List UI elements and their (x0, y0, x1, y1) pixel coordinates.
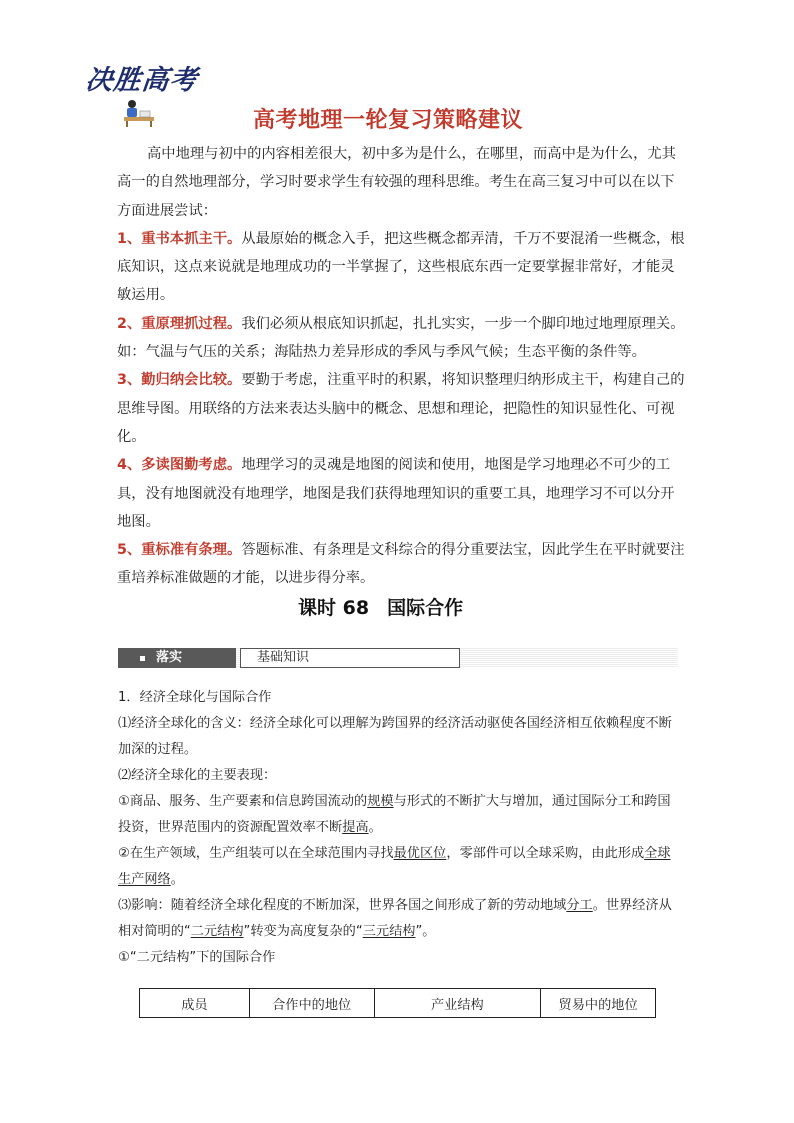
content-body (118, 685, 682, 971)
table-header-row (140, 989, 656, 1018)
student-reading-icon (122, 98, 162, 128)
section-label: 基础知识 (240, 648, 460, 668)
strategy-point-5 (117, 536, 685, 593)
blank-answer: 三元结构 (362, 924, 416, 939)
content-impact: ⑶影响：随着经济全球化程度的不断加深，世界各国之间形成了新的劳动地域分工。世界经济从相对简明的“二元结构”转变为高度复杂的“三元结构”。 (118, 898, 672, 939)
content-manifestation-2: ②在生产领域，生产组装可以在全球范围内寻找最优区位，零部件可以全球采购，由此形成全球生产网络。 (118, 846, 671, 887)
strategy-point-1 (117, 225, 685, 310)
table-header-cell: 合作中的地位 (249, 989, 374, 1018)
strategy-point-2-head: 2、重原理抓过程。 (117, 315, 242, 332)
content-heading: 1．经济全球化与国际合作 (118, 690, 272, 705)
lesson-number: 课时 68 (298, 597, 370, 619)
blank-answer: 分工 (566, 898, 593, 913)
square-bullet-icon (140, 656, 145, 661)
table-header-cell: 产业结构 (374, 989, 541, 1018)
content-manifestations-heading: ⑵经济全球化的主要表现： (118, 768, 277, 783)
table-header-cell: 贸易中的地位 (541, 989, 656, 1018)
strategy-point-5-head: 5、重标准有条理。 (117, 542, 242, 559)
content-manifestation-1: ①商品、服务、生产要素和信息跨国流动的规模与形式的不断扩大与增加，通过国际分工和跨国投资，世界范围内的资源配置效率不断提高。 (118, 794, 671, 835)
strategy-point-3-head: 3、勤归纳会比较。 (117, 372, 242, 389)
blank-answer: 全球生产网络 (118, 846, 671, 887)
section-bar (118, 648, 678, 668)
cooperation-table (139, 988, 656, 1018)
page-title: 高考地理一轮复习策略建议 (253, 108, 524, 133)
logo (86, 58, 212, 130)
strategy-point-4 (117, 451, 685, 536)
strategy-point-4-text: 地理学习的灵魂是地图的阅读和使用，地图是学习地理必不可少的工具，没有地图就没有地理学，地图是我们获得地理知识的重要工具，地理学习不可以分开地图。 (117, 457, 675, 530)
blank-answer: 提高 (342, 820, 369, 835)
blank-answer: 规模 (367, 794, 394, 809)
blank-answer: 二元结构 (190, 924, 244, 939)
lesson-title (298, 593, 463, 620)
strategy-point-4-head: 4、多读图勤考虑。 (117, 457, 242, 474)
strategy-point-2-text: 我们必须从根底知识抓起，扎扎实实，一步一个脚印地过地理原理关。如：气温与气压的关系；海陆热力差异形成的季风与季风气候；生态平衡的条件等。 (117, 315, 685, 361)
lesson-name: 国际合作 (387, 597, 464, 619)
strategy-point-1-text: 从最原始的概念入手，把这些概念都弄清，千万不要混淆一些概念，根底知识，这点来说就是地理成功的一半掌握了，这些根底东西一定要掌握非常好，才能灵敏运用。 (117, 230, 685, 304)
blank-answer: 最优区位 (393, 846, 447, 861)
strategy-point-3 (117, 366, 685, 451)
strategy-point-5-text: 答题标准、有条理是文科综合的得分重要法宝，因此学生在平时就要注重培养标准做题的才能，以进步得分率。 (117, 542, 685, 587)
section-tag (118, 648, 236, 668)
intro-section (117, 140, 685, 593)
logo-text: 决胜高考 (84, 65, 200, 96)
strategy-point-1-head: 1、重书本抓主干。 (117, 230, 242, 247)
intro-lead: 高中地理与初中的内容相差很大，初中多为是什么，在哪里，而高中是为什么，尤其高一的自然地理部分，学习时要求学生有较强的理科思维。考生在高三复习中可以在以下方面进展尝试： (117, 146, 676, 219)
strategy-point-2 (117, 310, 685, 367)
section-tag-text: 落实 (156, 650, 183, 665)
content-definition: ⑴经济全球化的含义：经济全球化可以理解为跨国界的经济活动驱使各国经济相互依赖程度不断加深的过程。 (118, 716, 672, 757)
table-header-cell: 成员 (140, 989, 250, 1018)
content-dual-structure: ①“二元结构”下的国际合作 (118, 950, 276, 965)
strategy-point-3-text: 要勤于考虑，注重平时的积累，将知识整理归纳形成主干，构建自己的思维导图。用联络的方法来表达头脑中的概念、思想和理论，把隐性的知识显性化、可视化。 (117, 372, 685, 445)
